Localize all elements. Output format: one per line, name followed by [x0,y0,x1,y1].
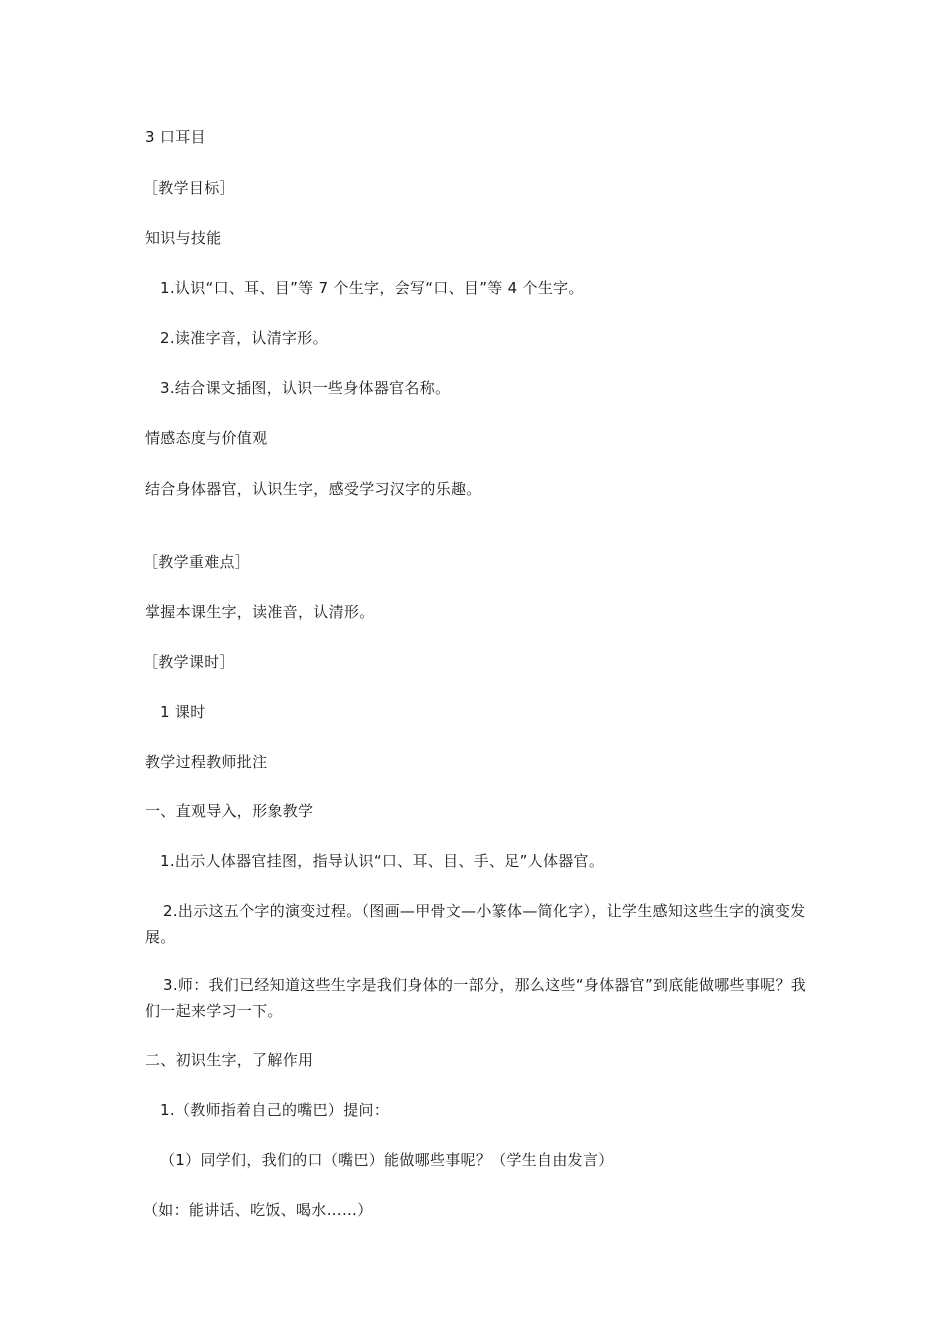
subheading-knowledge-skills: 知识与技能 [145,229,222,247]
part-1-item-2: 2.出示这五个字的演变过程。（图画—甲骨文—小篆体—简化字），让学生感知这些生字的演变发展。 [145,902,806,946]
process-header: 教学过程教师批注 [145,753,268,771]
part-2-question-1: （1）同学们，我们的口（嘴巴）能做哪些事呢？（学生自由发言） [160,1151,614,1169]
lesson-title: 3 口耳目 [145,128,206,146]
goal-item-1: 1.认识“口、耳、目”等 7 个生字，会写“口、目”等 4 个生字。 [160,279,584,297]
goal-item-3: 3.结合课文插图，认识一些身体器官名称。 [160,379,451,397]
section-heading-key-points: ［教学重难点］ [143,553,251,571]
part-1-item-1: 1.出示人体器官挂图，指导认识“口、耳、目、手、足”人体器官。 [160,852,605,870]
goal-item-2: 2.读准字音，认清字形。 [160,329,328,347]
section-heading-goals: ［教学目标］ [143,179,235,197]
emotion-text: 结合身体器官，认识生字，感受学习汉字的乐趣。 [145,480,482,498]
part-2-item-1: 1.（教师指着自己的嘴巴）提问： [160,1101,390,1119]
part-1-title: 一、直观导入，形象教学 [145,802,314,820]
subheading-emotion-values: 情感态度与价值观 [145,429,268,447]
part-2-title: 二、初识生字，了解作用 [145,1051,314,1069]
hours-text: 1 课时 [160,703,206,721]
part-2-answer-1: （如：能讲话、吃饭、喝水……） [143,1201,373,1219]
section-heading-hours: ［教学课时］ [143,653,235,671]
key-points-text: 掌握本课生字，读准音，认清形。 [145,603,375,621]
part-1-item-3: 3.师：我们已经知道这些生字是我们身体的一部分，那么这些“身体器官”到底能做哪些事呢？我们一起来学习一下。 [145,976,807,1020]
